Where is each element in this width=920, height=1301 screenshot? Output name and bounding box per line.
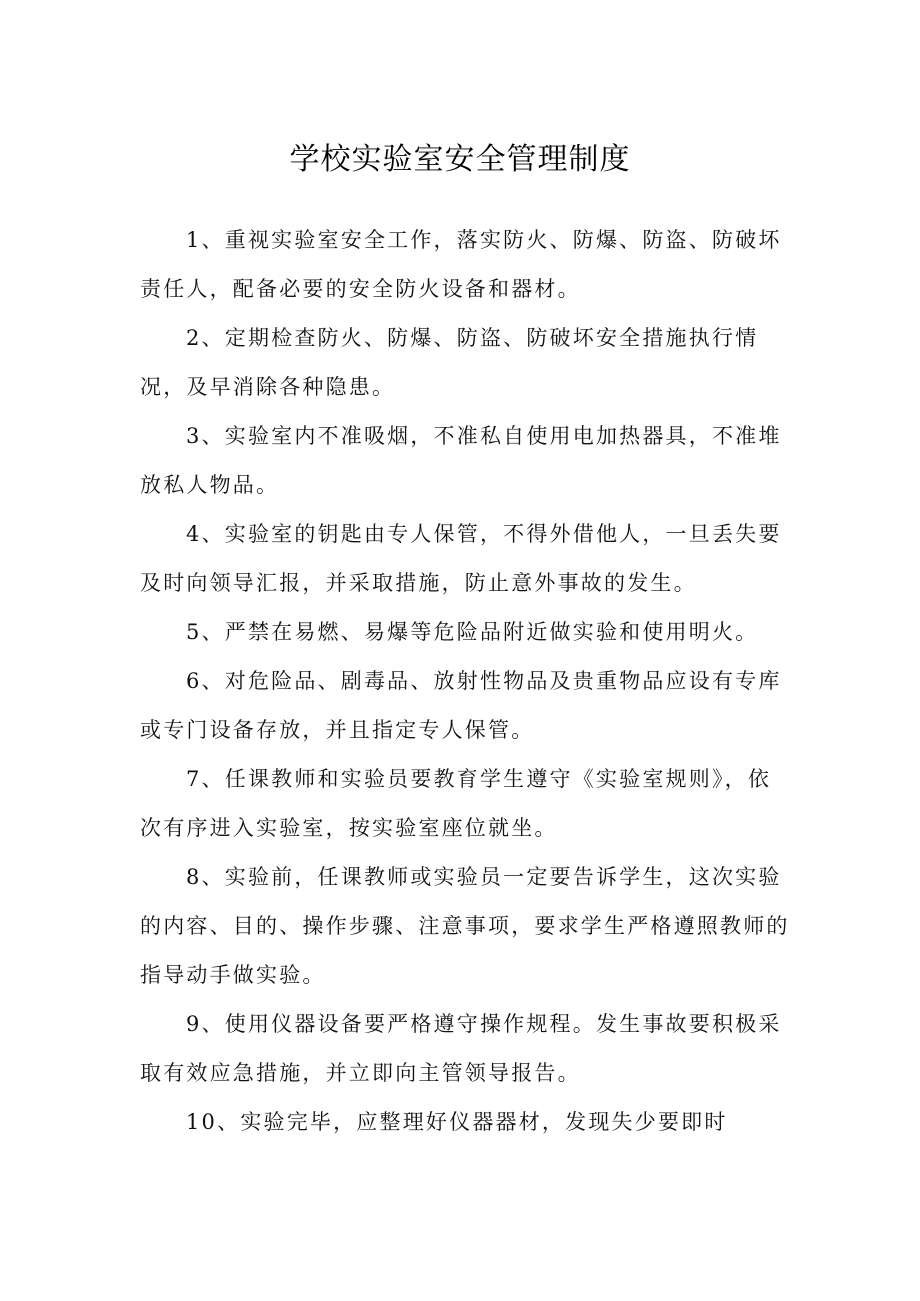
rule-paragraph-2: 2、定期检查防火、防爆、防盗、防破坏安全措施执行情况，及早消除各种隐患。	[140, 326, 759, 399]
rule-paragraph-10: 10、实验完毕，应整理好仪器器材，发现失少要即时	[186, 1110, 728, 1134]
rule-paragraph-4: 4、实验室的钥匙由专人保管，不得外借他人，一旦丢失要及时向领导汇报，并采取措施，防止意外事故的发生。	[140, 522, 782, 595]
rule-paragraph-8: 8、实验前，任课教师或实验员一定要告诉学生，这次实验的内容、目的、操作步骤、注意事项，要求学生严格遵照教师的指导动手做实验。	[140, 865, 790, 987]
rule-paragraph-7: 7、任课教师和实验员要教育学生遵守《实验室规则》，依次有序进入实验室，按实验室座位就坐。	[140, 767, 772, 840]
document-title: 学校实验室安全管理制度	[289, 142, 631, 177]
document-body	[140, 216, 790, 1147]
rule-paragraph-1: 1、重视实验室安全工作，落实防火、防爆、防盗、防破坏责任人，配备必要的安全防火设备和器材。	[140, 228, 782, 301]
rule-paragraph-9: 9、使用仪器设备要严格遵守操作规程。发生事故要积极采取有效应急措施，并立即向主管领导报告。	[140, 1012, 782, 1085]
rule-paragraph-6: 6、对危险品、剧毒品、放射性物品及贵重物品应设有专库或专门设备存放，并且指定专人保管。	[140, 669, 782, 742]
rule-paragraph-5: 5、严禁在易燃、易爆等危险品附近做实验和使用明火。	[186, 620, 759, 644]
rule-paragraph-3: 3、实验室内不准吸烟，不准私自使用电加热器具，不准堆放私人物品。	[140, 424, 782, 497]
